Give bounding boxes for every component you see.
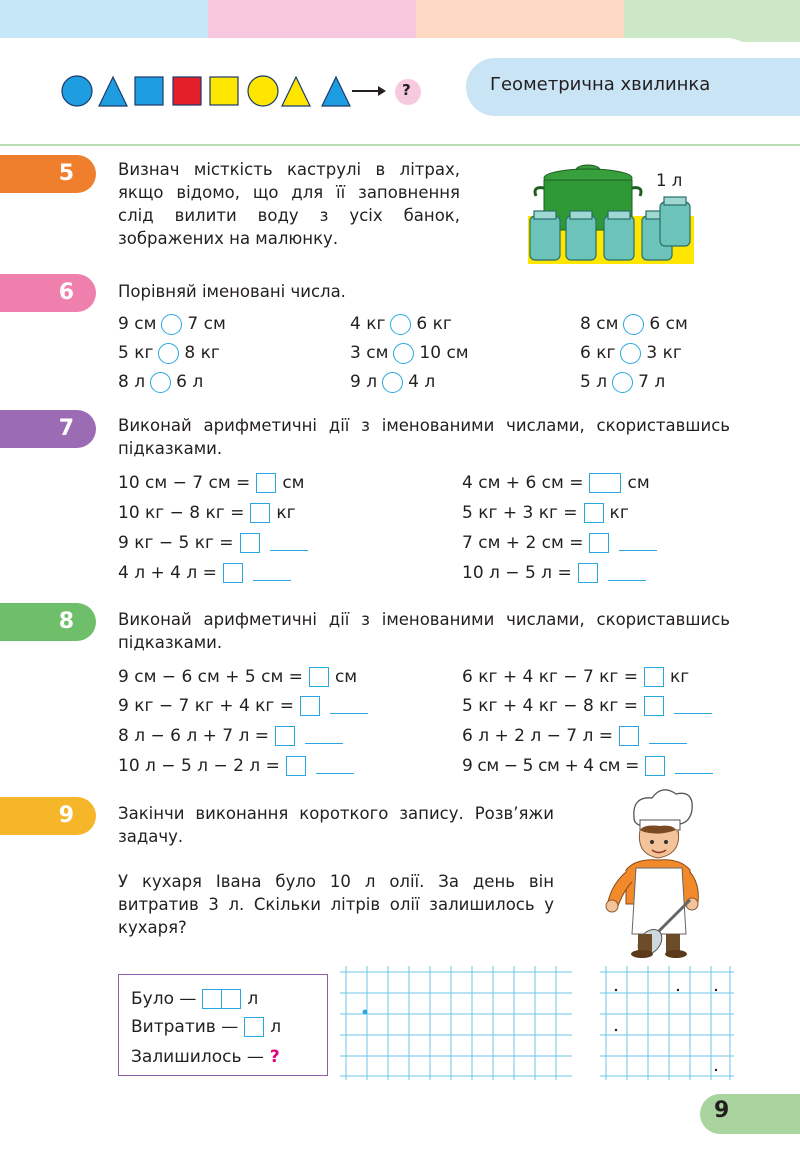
task8-text: Виконай арифметичні дії з іменованими числами, скориставшись підказками.: [118, 610, 730, 652]
compare-item: 4 кг 6 кг: [350, 314, 452, 334]
compare-item: 9 см 7 см: [118, 314, 226, 334]
header-band-blue: [0, 0, 208, 42]
compare-circle[interactable]: [393, 343, 414, 364]
blue-triangle-icon: [322, 77, 350, 106]
task-number-badge: 8: [0, 603, 96, 641]
answer-box[interactable]: [300, 696, 320, 716]
equation: 10 кг − 8 кг = кг: [118, 503, 296, 523]
compare-item: 8 см 6 см: [580, 314, 688, 334]
equation: 4 см + 6 см = см: [462, 473, 650, 493]
equation: 6 л + 2 л − 7 л =: [462, 724, 687, 748]
answer-box[interactable]: [589, 473, 621, 493]
task9-instruction: Закінчи виконання короткого запису. Розв’яжи задачу.: [118, 804, 554, 846]
unit-blank[interactable]: [675, 758, 713, 774]
answer-box[interactable]: [644, 667, 664, 687]
equation: 5 кг + 3 кг = кг: [462, 503, 629, 523]
sequence-question-mark: ?: [402, 81, 411, 99]
task-number-badge: 7: [0, 410, 96, 448]
answer-box[interactable]: [644, 696, 664, 716]
task7-text: Виконай арифметичні дії з іменованими числами, скориставшись підказками.: [118, 416, 730, 458]
answer-box[interactable]: [223, 563, 243, 583]
equation: 6 кг + 4 кг − 7 кг = кг: [462, 667, 690, 687]
header-divider: [0, 144, 800, 146]
compare-circle[interactable]: [623, 314, 644, 335]
note-row: Залишилось — ?: [131, 1047, 280, 1067]
blue-triangle-icon: [99, 77, 127, 106]
page-number: 9: [714, 1098, 730, 1123]
compare-circle[interactable]: [612, 372, 633, 393]
equation: 9 см − 6 см + 5 см = см: [118, 667, 358, 687]
header-band-pink: [208, 0, 416, 42]
task-number-badge: 9: [0, 797, 96, 835]
answer-box[interactable]: [619, 726, 639, 746]
question-mark: ?: [269, 1047, 280, 1067]
compare-item: 9 л 4 л: [350, 372, 436, 392]
unit-blank[interactable]: [619, 535, 657, 551]
equation: 5 кг + 4 кг − 8 кг =: [462, 694, 712, 718]
short-note-box: [118, 974, 328, 1076]
answer-box[interactable]: [256, 473, 276, 493]
compare-item: 6 кг 3 кг: [580, 343, 682, 363]
note-row: Витратив — л: [131, 1017, 282, 1037]
equation: 9 кг − 7 кг + 4 кг =: [118, 694, 368, 718]
red-square-icon: [173, 77, 201, 105]
unit-blank[interactable]: [270, 535, 308, 551]
header-band-orange: [416, 0, 624, 42]
answer-grid[interactable]: [600, 966, 734, 1080]
shape-sequence: [60, 74, 430, 108]
blue-circle-icon: [62, 76, 92, 106]
answer-box[interactable]: [645, 756, 665, 776]
header-band-green: [624, 0, 800, 42]
compare-circle[interactable]: [390, 314, 411, 335]
equation: 9 см − 5 см + 4 см =: [462, 754, 713, 778]
compare-circle[interactable]: [158, 343, 179, 364]
yellow-triangle-icon: [282, 77, 310, 106]
yellow-circle-icon: [248, 76, 278, 106]
answer-box[interactable]: [250, 503, 270, 523]
answer-box[interactable]: [244, 1017, 264, 1037]
task6-text: Порівняй іменовані числа.: [118, 282, 346, 301]
unit-blank[interactable]: [330, 698, 368, 714]
task-number-badge: 6: [0, 274, 96, 312]
compare-item: 3 см 10 см: [350, 343, 469, 363]
compare-item: 5 кг 8 кг: [118, 343, 220, 363]
answer-box[interactable]: [221, 989, 241, 1009]
answer-box[interactable]: [584, 503, 604, 523]
compare-item: 8 л 6 л: [118, 372, 204, 392]
compare-item: 5 л 7 л: [580, 372, 666, 392]
equation: 10 см − 7 см = см: [118, 473, 305, 493]
equation: 4 л + 4 л =: [118, 561, 291, 585]
section-title: Геометрична хвилинка: [490, 74, 711, 95]
equation: 10 л − 5 л − 2 л =: [118, 754, 354, 778]
compare-circle[interactable]: [161, 314, 182, 335]
compare-circle[interactable]: [150, 372, 171, 393]
unit-blank[interactable]: [649, 728, 687, 744]
note-row: Було — л: [131, 989, 259, 1009]
compare-circle[interactable]: [620, 343, 641, 364]
equation: 7 см + 2 см =: [462, 531, 657, 555]
answer-box[interactable]: [286, 756, 306, 776]
unit-blank[interactable]: [305, 728, 343, 744]
jar-label: 1 л: [656, 171, 683, 190]
solution-grid[interactable]: [340, 966, 572, 1080]
unit-blank[interactable]: [253, 565, 291, 581]
unit-blank[interactable]: [316, 758, 354, 774]
answer-box[interactable]: [578, 563, 598, 583]
blue-square-icon: [135, 77, 163, 105]
answer-box[interactable]: [309, 667, 329, 687]
task5-text: Визнач місткість каструлі в літрах, якщо відомо, що для її заповнення слід вилити воду з усіх банок, зображених на малюнку.: [118, 160, 460, 248]
answer-box[interactable]: [275, 726, 295, 746]
unit-blank[interactable]: [674, 698, 712, 714]
task-number-badge: 5: [0, 155, 96, 193]
unit-blank[interactable]: [608, 565, 646, 581]
chef-illustration: [596, 784, 724, 960]
answer-box[interactable]: [202, 989, 222, 1009]
equation: 10 л − 5 л =: [462, 561, 646, 585]
answer-box[interactable]: [240, 533, 260, 553]
task9-problem: У кухаря Івана було 10 л олії. За день він витратив 3 л. Скільки літрів олії залишилось у кухаря?: [118, 872, 554, 937]
answer-box[interactable]: [589, 533, 609, 553]
equation: 9 кг − 5 кг =: [118, 531, 308, 555]
equation: 8 л − 6 л + 7 л =: [118, 724, 343, 748]
yellow-square-icon: [210, 77, 238, 105]
compare-circle[interactable]: [382, 372, 403, 393]
